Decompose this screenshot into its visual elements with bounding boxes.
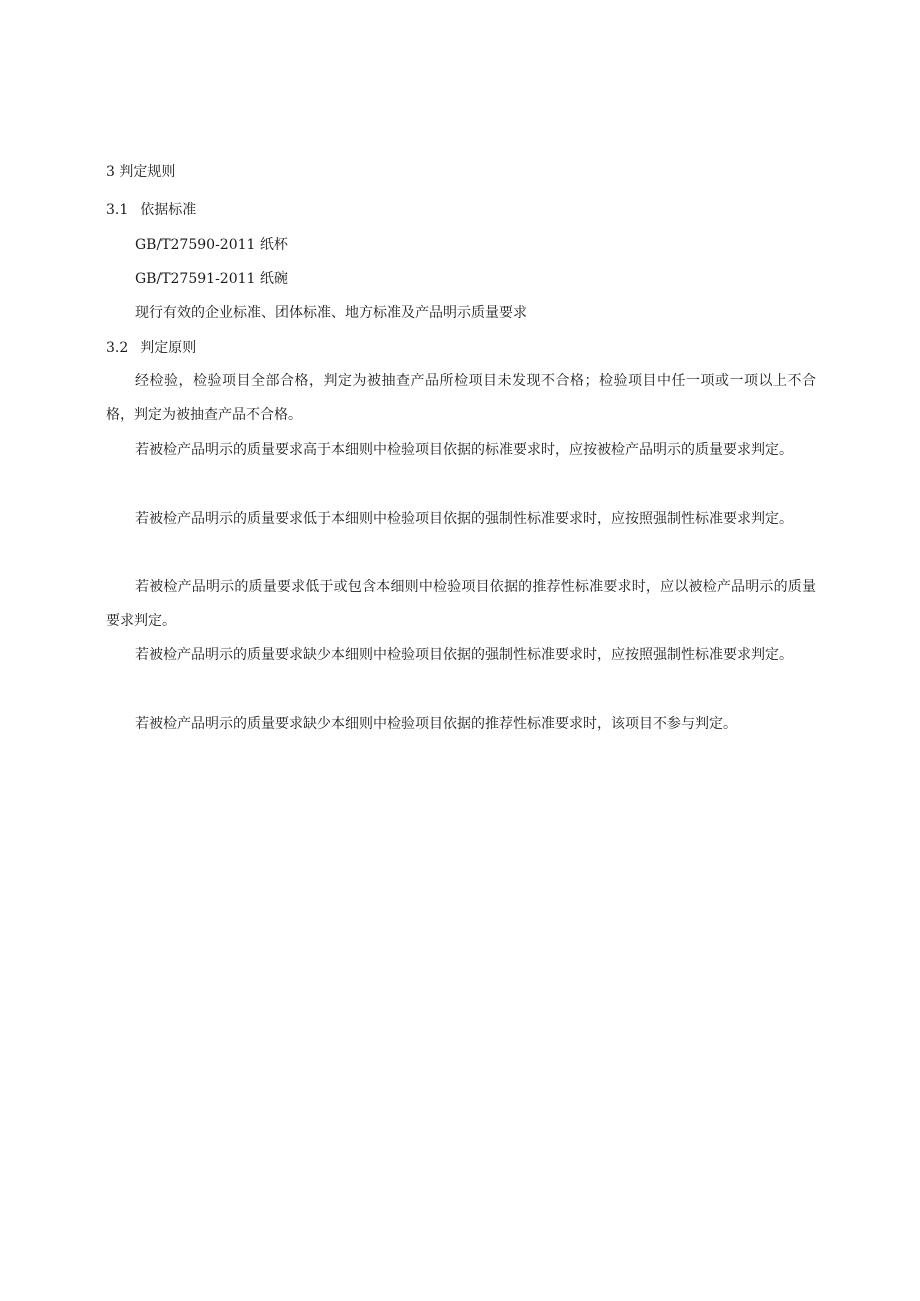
rule-paragraph: 若被检产品明示的质量要求缺少本细则中检验项目依据的强制性标准要求时，应按照强制性标准要求判定。 bbox=[135, 647, 793, 663]
subsection-title: 判定原则 bbox=[140, 340, 197, 356]
standard-item: GB/T27590-2011 纸杯 bbox=[135, 237, 288, 253]
standard-item: GB/T27591-2011 纸碗 bbox=[135, 271, 288, 287]
subsection-number: 3.2 bbox=[106, 340, 129, 356]
rule-paragraph: 经检验，检验项目全部合格，判定为被抽查产品所检项目未发现不合格；检验项目中任一项或一项以上不合格，判定为被抽查产品不合格。 bbox=[106, 373, 816, 423]
rule-paragraph: 若被检产品明示的质量要求低于本细则中检验项目依据的强制性标准要求时，应按照强制性标准要求判定。 bbox=[135, 511, 793, 527]
subsection-heading-3-1 bbox=[106, 200, 196, 220]
standard-item: 现行有效的企业标准、团体标准、地方标准及产品明示质量要求 bbox=[135, 305, 527, 321]
subsection-title: 依据标准 bbox=[140, 202, 197, 218]
rule-paragraph: 若被检产品明示的质量要求高于本细则中检验项目依据的标准要求时，应按被检产品明示的质量要求判定。 bbox=[135, 442, 793, 458]
section-heading: 3 判定规则 bbox=[106, 164, 176, 180]
rule-paragraph: 若被检产品明示的质量要求缺少本细则中检验项目依据的推荐性标准要求时，该项目不参与判定。 bbox=[135, 716, 737, 732]
rule-paragraph: 若被检产品明示的质量要求低于或包含本细则中检验项目依据的推荐性标准要求时，应以被检产品明示的质量要求判定。 bbox=[106, 579, 816, 629]
subsection-heading-3-2 bbox=[106, 338, 196, 358]
subsection-number: 3.1 bbox=[106, 202, 129, 218]
